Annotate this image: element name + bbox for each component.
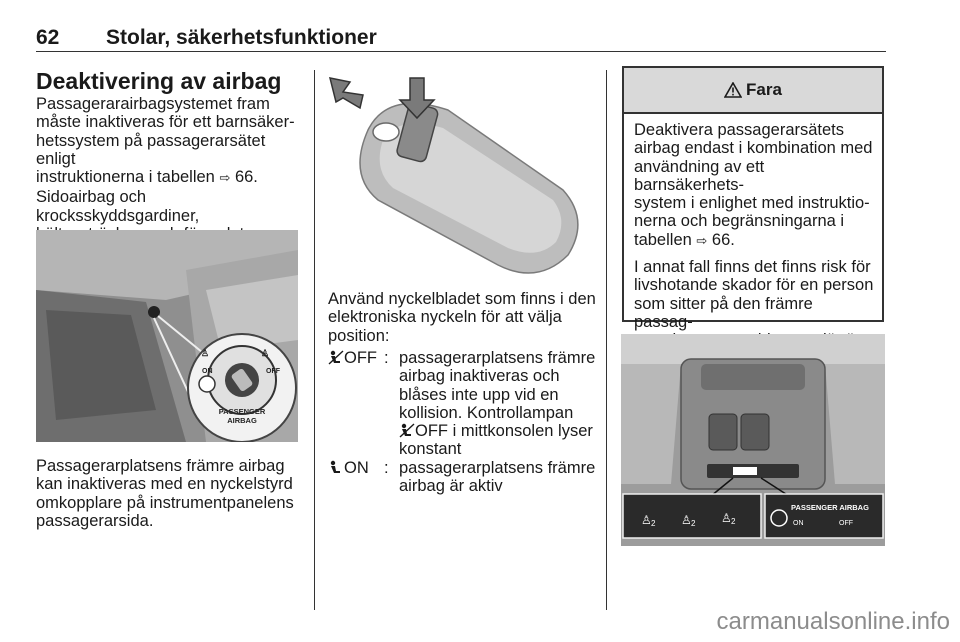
left-caption [36, 457, 304, 530]
off-term: OFF [344, 349, 377, 367]
console-off-label: OFF [839, 520, 853, 527]
intro-line: instruktionerna i tabellen [36, 168, 215, 187]
intro-line: måste inaktiveras för ett barnsäker- [36, 113, 295, 132]
danger-warning-box [622, 66, 884, 331]
console-passenger-airbag-label: PASSENGER AIRBAG [791, 503, 869, 512]
column-divider-1 [314, 70, 315, 610]
switch-off-label: OFF [266, 368, 280, 375]
svg-text:♙: ♙ [201, 348, 210, 358]
warning-page-ref[interactable]: 66. [711, 230, 735, 249]
airbag-off-icon [328, 350, 344, 365]
page-ref-arrow-icon: ⇨ [219, 171, 231, 187]
colon: : [384, 458, 389, 477]
warning-ref-prefix: tabellen [634, 230, 692, 249]
off-desc-lamp: OFF i mittkonsolen lyser [415, 422, 593, 441]
definition-off [328, 349, 604, 459]
electronic-key-illustration [328, 70, 590, 280]
switch-passenger-label: PASSENGER [218, 407, 266, 416]
middle-line: position: [328, 326, 390, 345]
off-desc-line: blåses inte upp vid en [399, 385, 559, 404]
on-desc-line: airbag är aktiv [399, 477, 503, 496]
middle-column-intro [328, 290, 596, 345]
caption-line: Passagerarplatsens främre airbag [36, 457, 285, 475]
off-desc-line: passagerarplatsens främre [399, 349, 596, 367]
chapter-title: Stolar, säkerhetsfunktioner [106, 26, 377, 49]
warning-line: I annat fall finns det finns risk för [634, 258, 871, 277]
console-seat-label: 2 [731, 517, 736, 526]
airbag-on-icon [328, 460, 344, 475]
console-seat-label: 2 [691, 519, 696, 528]
overhead-console-photo [621, 334, 885, 546]
caption-line: omkopplare på instrumentpanelens [36, 493, 294, 512]
warning-triangle-icon [724, 82, 742, 98]
watermark: carmanualsonline.info [716, 608, 950, 635]
svg-text:♙: ♙ [721, 511, 732, 525]
svg-text:♙: ♙ [261, 348, 270, 358]
warning-line: användning av ett barnsäkerhets- [634, 157, 765, 194]
switch-airbag-label: AIRBAG [227, 416, 257, 425]
off-desc-line: kollision. Kontrollampan [399, 403, 574, 422]
caption-line: kan inaktiveras med en nyckelstyrd [36, 475, 293, 494]
on-desc-line: passagerarplatsens främre [399, 458, 596, 477]
svg-text:♙: ♙ [641, 513, 652, 527]
middle-line: elektroniska nyckeln för att välja [328, 308, 562, 327]
warning-line: system i enlighet med instruktio- [634, 194, 870, 213]
warning-line: som sitter på den främre passag- [634, 294, 813, 331]
section-heading: Deaktivering av airbag [36, 68, 282, 94]
middle-line: Använd nyckelbladet som finns i den [328, 290, 596, 308]
colon: : [384, 349, 389, 367]
intro-line: hetssystem på passagerarsätet enligt [36, 131, 266, 168]
page-header [36, 26, 377, 50]
position-definition-list [328, 349, 604, 495]
warning-line: airbag endast i kombination med [634, 139, 873, 158]
warning-line: Deaktivera passagerarsätets [634, 121, 845, 139]
warning-line: nerna och begränsningarna i [634, 212, 845, 231]
caption-line: passagerarsida. [36, 511, 154, 530]
console-on-label: ON [793, 520, 804, 527]
airbag-off-lamp-icon [399, 423, 415, 438]
svg-text:♙: ♙ [681, 513, 692, 527]
off-desc-end: konstant [399, 440, 462, 459]
on-term: ON [344, 458, 369, 477]
intro-line: Sidoairbag och krocksskyddsgardiner, [36, 188, 200, 225]
off-desc-line: airbag inaktiveras och [399, 367, 560, 386]
definition-on [328, 459, 604, 496]
page-number: 62 [36, 26, 60, 49]
console-seat-label: 2 [651, 519, 656, 528]
warning-line: livshotande skador för en person [634, 276, 874, 295]
intro-page-ref[interactable]: 66. [234, 168, 258, 187]
column-divider-2 [606, 70, 607, 610]
warning-title: Fara [746, 80, 782, 99]
warning-header [624, 68, 882, 114]
airbag-switch-photo [36, 230, 298, 442]
switch-on-label: ON [202, 368, 213, 375]
header-rule [36, 51, 886, 52]
intro-line: Passagerarairbagsystemet fram [36, 95, 270, 113]
page-ref-arrow-icon: ⇨ [696, 233, 708, 249]
